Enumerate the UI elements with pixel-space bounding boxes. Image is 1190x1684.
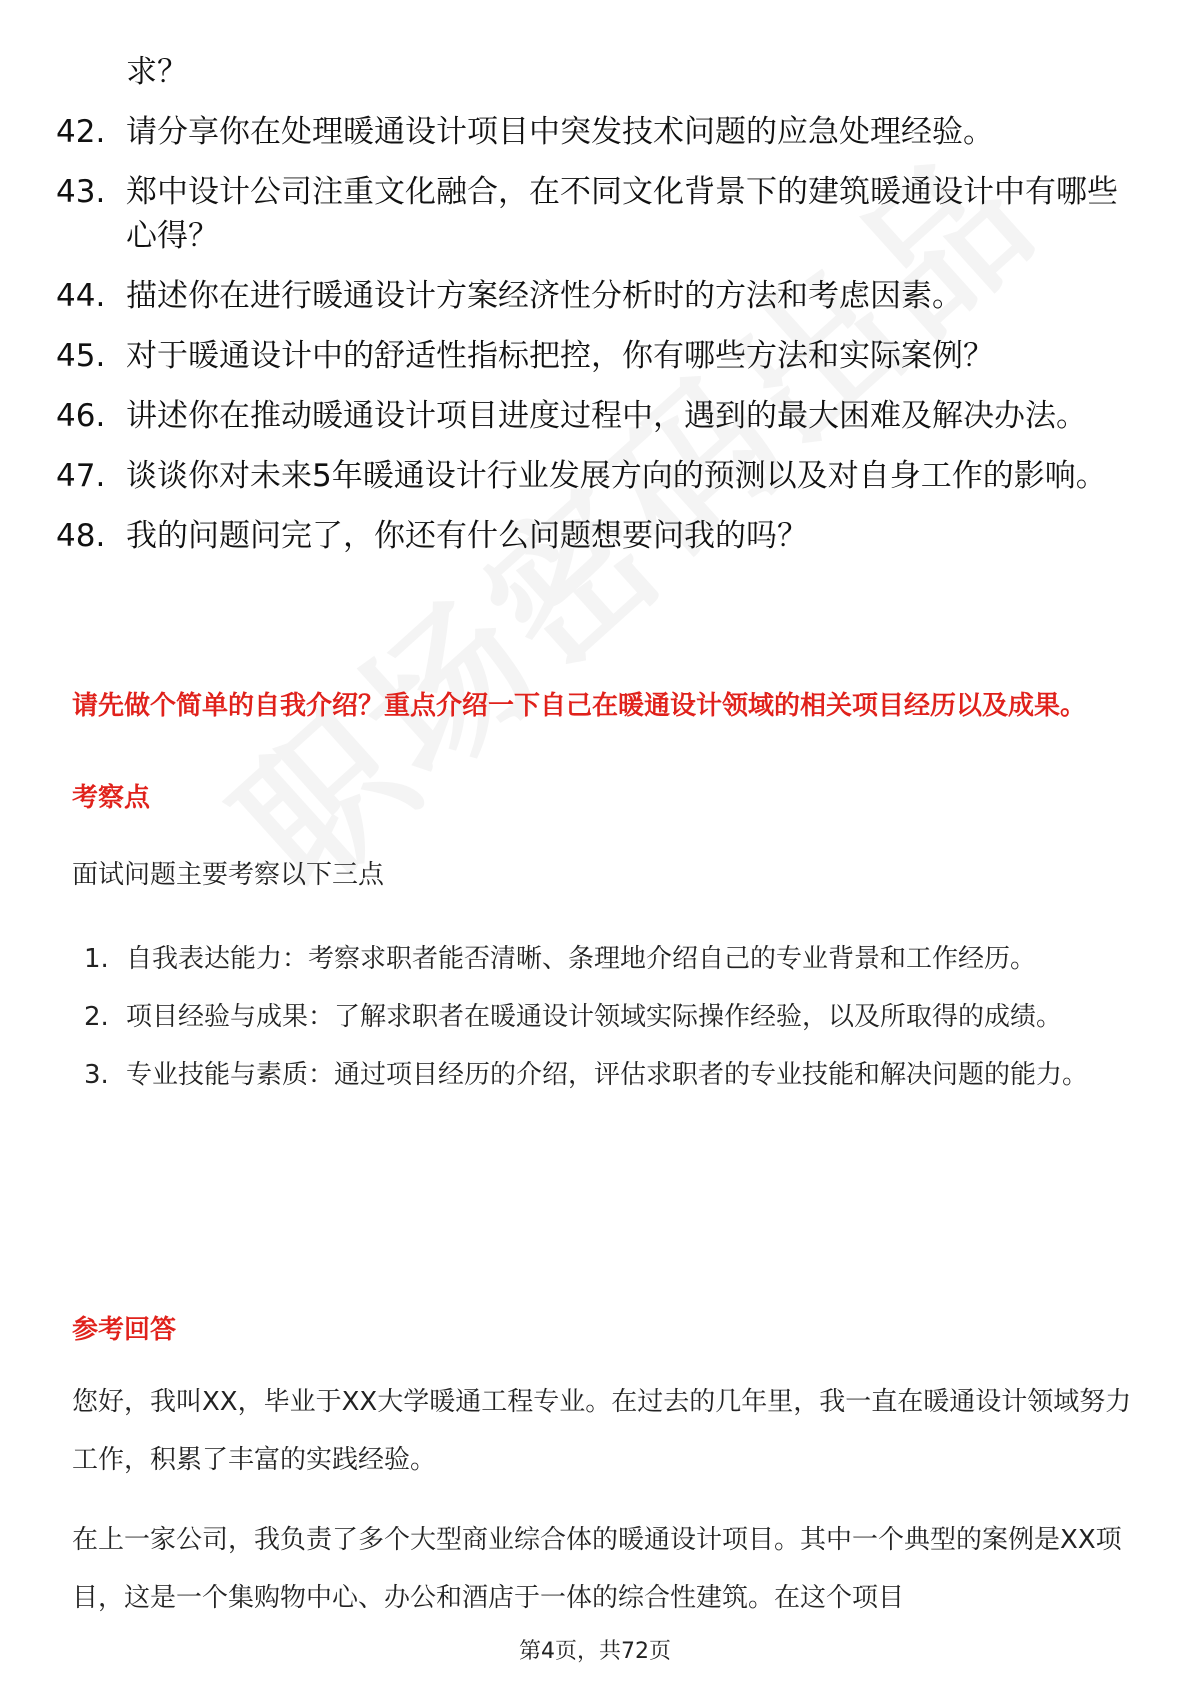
page-number: 第4页，共72页	[519, 1639, 671, 1664]
focus-point-text: 项目经验与成果：了解求职者在暖通设计领域实际操作经验，以及所取得的成绩。	[126, 1002, 1063, 1032]
question-list	[56, 110, 1146, 574]
question-number: 42.	[56, 114, 106, 150]
focus-point	[84, 988, 1124, 1046]
focus-point-text: 自我表达能力：考察求职者能否清晰、条理地介绍自己的专业背景和工作经历。	[126, 944, 1037, 974]
question-number: 44.	[56, 278, 106, 314]
focus-point-number: 1.	[84, 944, 109, 974]
focus-point	[84, 1046, 1124, 1104]
answer-paragraph: 您好，我叫XX，毕业于XX大学暖通工程专业。在过去的几年里，我一直在暖通设计领域努力工作，积累了丰富的实践经验。	[72, 1387, 1132, 1475]
question-text: 郑中设计公司注重文化融合，在不同文化背景下的建筑暖通设计中有哪些心得？	[126, 174, 1118, 254]
question-text: 描述你在进行暖通设计方案经济性分析时的方法和考虑因素。	[126, 278, 963, 314]
focus-point-number: 2.	[84, 1002, 109, 1032]
question-number: 46.	[56, 398, 106, 434]
focus-point-number: 3.	[84, 1060, 109, 1090]
question-number: 45.	[56, 338, 106, 374]
question-item	[56, 110, 1146, 154]
question-item	[56, 274, 1146, 318]
focus-point-text: 专业技能与素质：通过项目经历的介绍，评估求职者的专业技能和解决问题的能力。	[126, 1060, 1089, 1090]
question-item	[56, 454, 1146, 498]
focus-intro: 面试问题主要考察以下三点	[72, 860, 385, 890]
question-item	[56, 334, 1146, 378]
question-number: 48.	[56, 518, 106, 554]
section-headline: 请先做个简单的自我介绍？重点介绍一下自己在暖通设计领域的相关项目经历以及成果。	[72, 691, 1087, 721]
focus-heading: 考察点	[72, 783, 151, 813]
answer-heading: 参考回答	[72, 1315, 177, 1345]
question-text: 谈谈你对未来5年暖通设计行业发展方向的预测以及对自身工作的影响。	[126, 458, 1107, 494]
question-number: 43.	[56, 174, 106, 210]
question-item	[56, 514, 1146, 558]
answer-paragraph: 在上一家公司，我负责了多个大型商业综合体的暖通设计项目。其中一个典型的案例是XX项目，这是一个集购物中心、办公和酒店于一体的综合性建筑。在这个项目	[72, 1525, 1122, 1613]
question-text: 讲述你在推动暖通设计项目进度过程中，遇到的最大困难及解决办法。	[126, 398, 1087, 434]
question-item	[56, 170, 1146, 258]
focus-point	[84, 930, 1124, 988]
question-text: 对于暖通设计中的舒适性指标把控，你有哪些方法和实际案例？	[126, 338, 994, 374]
question-text: 请分享你在处理暖通设计项目中突发技术问题的应急处理经验。	[126, 114, 994, 150]
question-number: 47.	[56, 458, 106, 494]
question-text: 我的问题问完了，你还有什么问题想要问我的吗？	[126, 518, 808, 554]
focus-points-list	[84, 930, 1124, 1104]
question-continuation: 求？	[126, 54, 188, 90]
question-item	[56, 394, 1146, 438]
